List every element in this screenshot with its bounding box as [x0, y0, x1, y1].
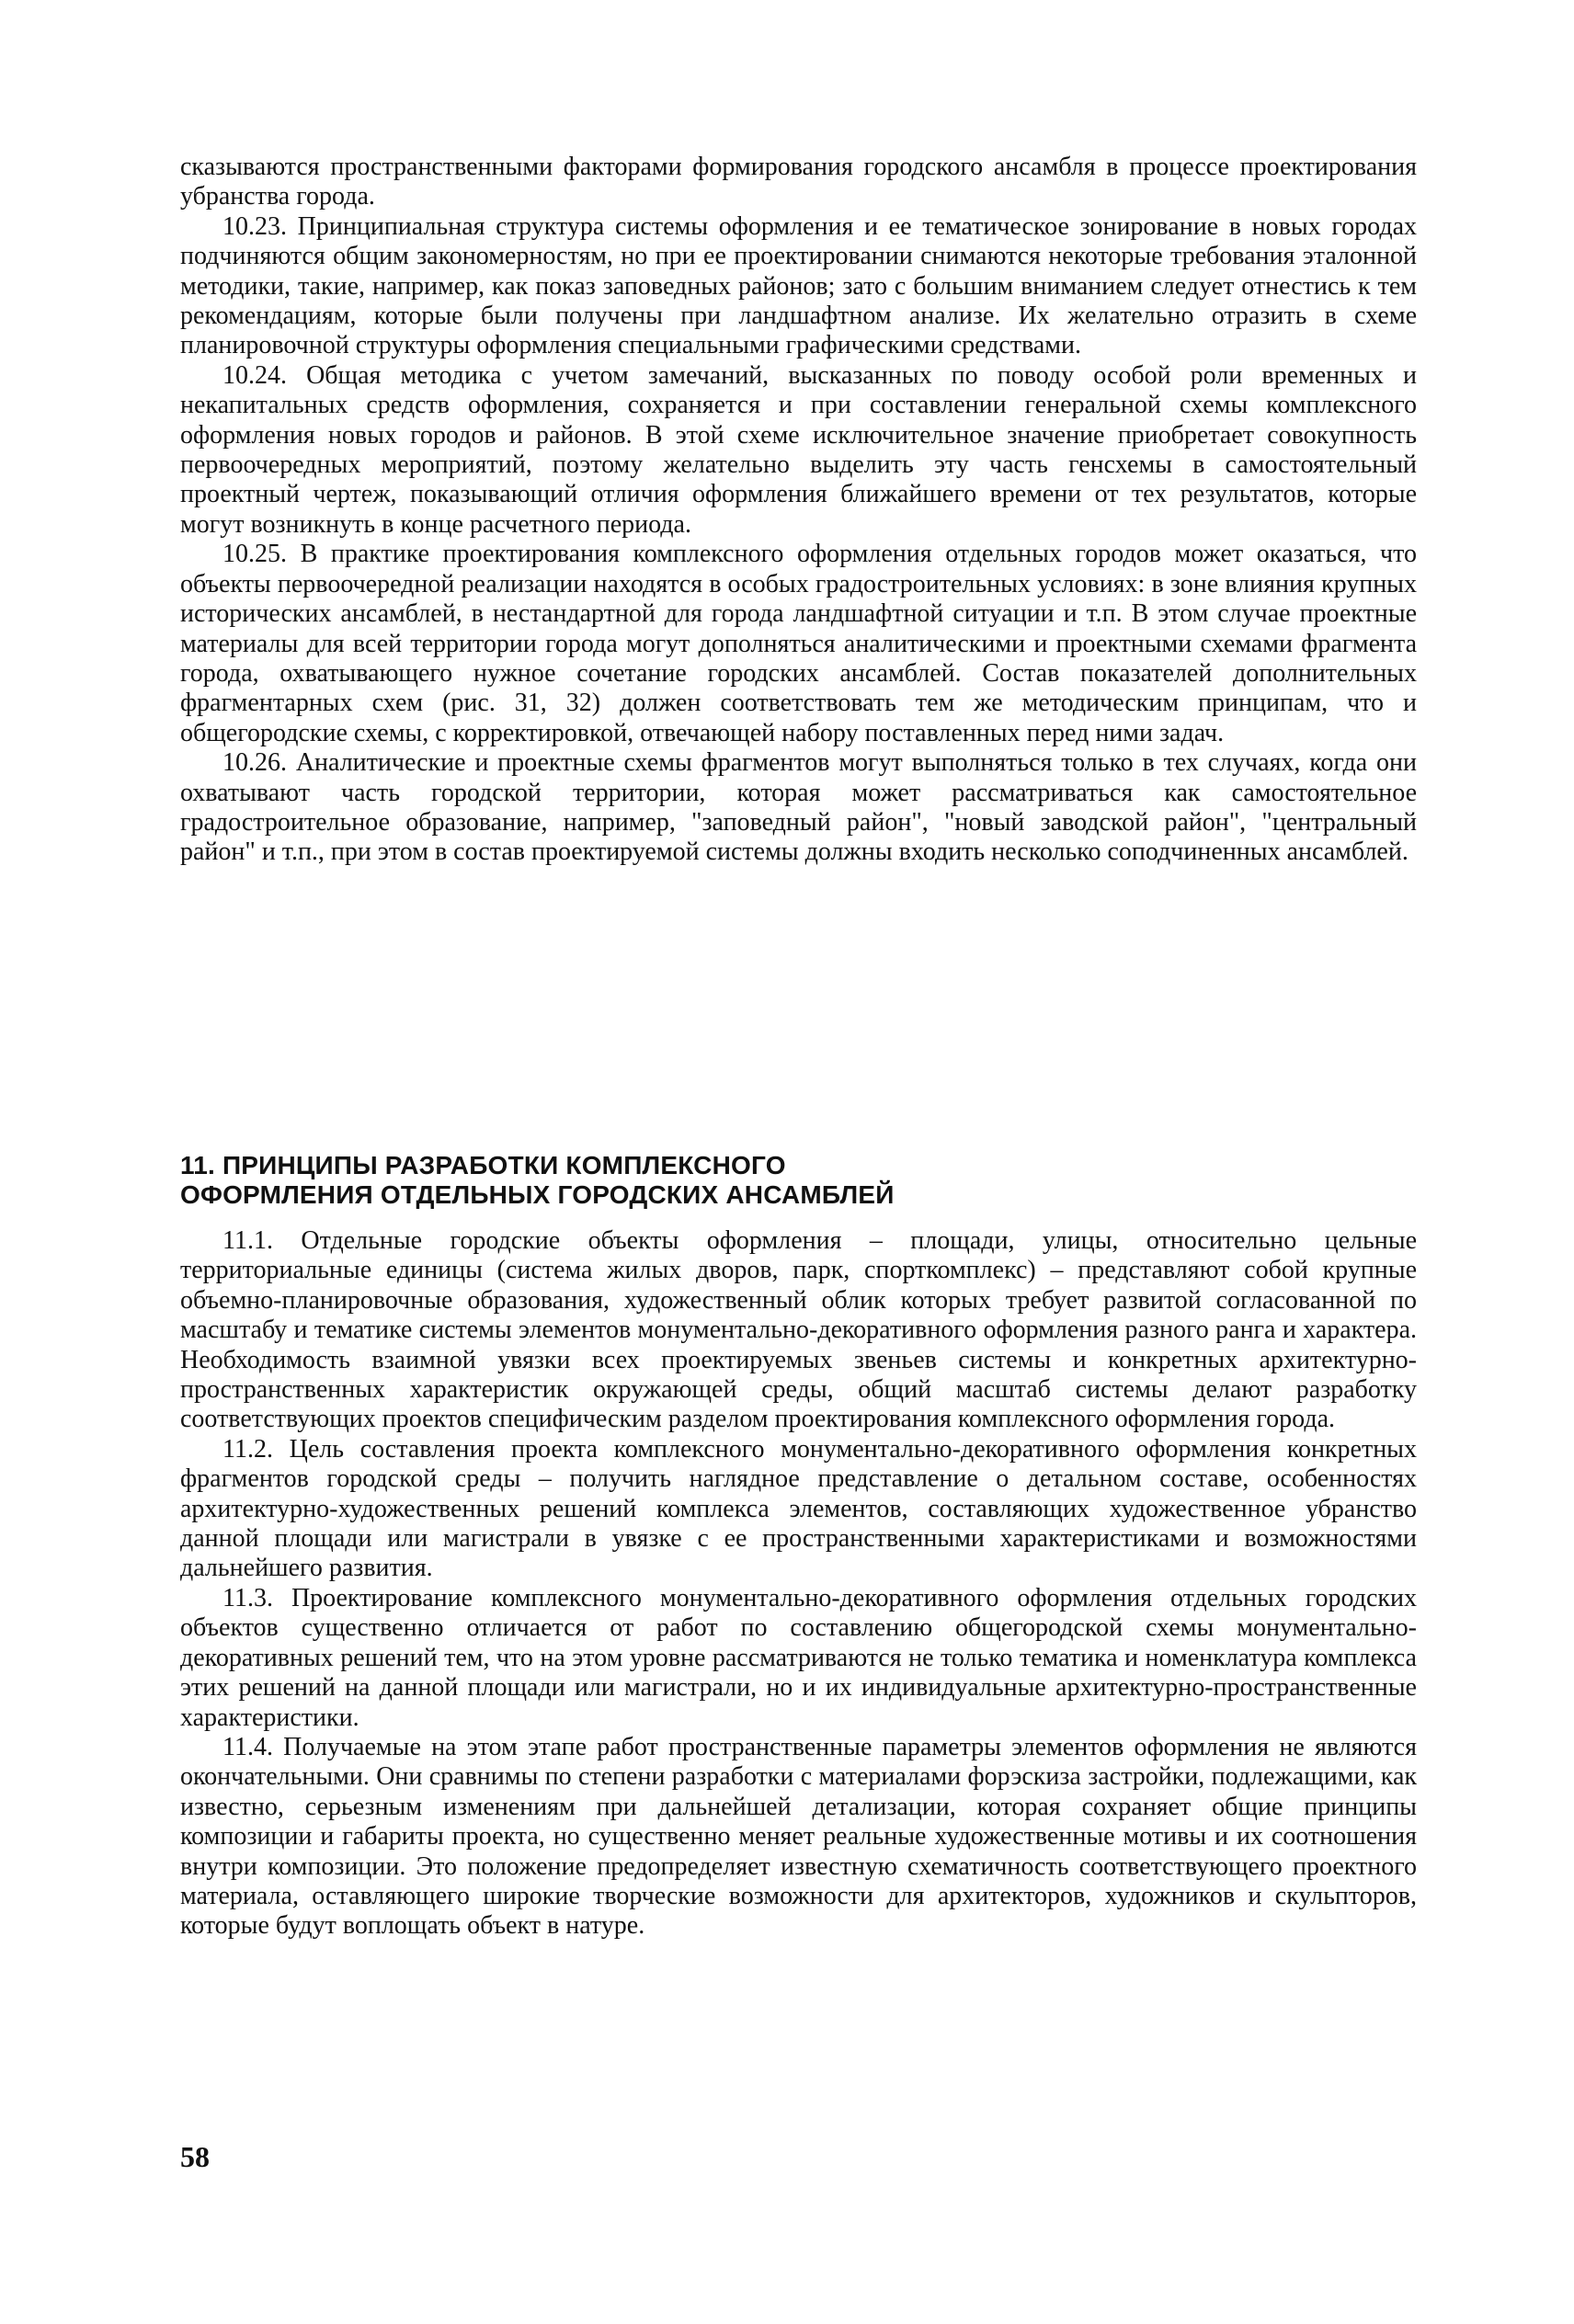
paragraph-11-1: 11.1. Отдельные городские объекты оформления – площади, улицы, относительно цельные территориальные единицы (система жилых дворов, парк, спорткомплекс) – представляют собой крупные объемно-планировочные образования, художественный облик которых требует развитой согласованной по масштабу и тематике системы элементов монументально-декоративного оформления разного ранга и характера. Необходимость взаимной увязки всех проектируемых звеньев системы и конкретных архитектурно-пространственных характеристик окружающей среды, общий масштаб системы делают разработку соответствующих проектов специфическим разделом проектирования комплексного оформления города. [180, 1226, 1417, 1434]
paragraph-11-4: 11.4. Получаемые на этом этапе работ пространственные параметры элементов оформления не являются окончательными. Они сравнимы по степени разработки с материалами форэскиза застройки, подлежащими, как известно, серьезным изменениям при дальнейшей детализации, которая сохраняет общие принципы композиции и габариты проекта, но существенно меняет реальные художественные мотивы и их соотношения внутри композиции. Это положение предопределяет известную схематичность соответствующего проектного материала, оставляющего широкие творческие возможности для архитекторов, художников и скульпторов, которые будут воплощать объект в натуре. [180, 1732, 1417, 1941]
paragraph-10-25: 10.25. В практике проектирования комплексного оформления отдельных городов может оказаться, что объекты первоочередной реализации находятся в особых градостроительных условиях: в зоне влияния крупных исторических ансамблей, в нестандартной для города ландшафтной ситуации и т.п. В этом случае проектные материалы для всей территории города могут дополняться аналитическими и проектными схемами фрагмента города, охватывающего нужное сочетание городских ансамблей. Состав показателей дополнительных фрагментарных схем (рис. 31, 32) должен соответствовать тем же методическим принципам, что и общегородские схемы, с корректировкой, отвечающей набору поставленных перед ними задач. [180, 540, 1417, 747]
paragraph-continuation: сказываются пространственными факторами формирования городского ансамбля в процессе проектирования убранства города. [180, 153, 1417, 211]
section-heading [180, 1151, 1417, 1210]
text-block-section-10 [180, 153, 1417, 868]
paragraph-10-26: 10.26. Аналитические и проектные схемы фрагментов могут выполняться только в тех случаях, когда они охватывают часть городской территории, которая может рассматриваться как самостоятельное градостроительное образование, например, "заповедный район", "новый заводской район", "центральный район" и т.п., при этом в состав проектируемой системы должны входить несколько соподчиненных ансамблей. [180, 748, 1417, 867]
section-heading-line-2: ОФОРМЛЕНИЯ ОТДЕЛЬНЫХ ГОРОДСКИХ АНСАМБЛЕЙ [180, 1180, 895, 1209]
paragraph-10-24: 10.24. Общая методика с учетом замечаний, высказанных по поводу особой роли временных и некапитальных средств оформления, сохраняется и при составлении генеральной схемы комплексного оформления новых городов и районов. В этой схеме исключительное значение приобретает совокупность первоочередных мероприятий, поэтому желательно выделить эту часть генсхемы в самостоятельный проектный чертеж, показывающий отличия оформления ближайшего времени от тех результатов, которые могут возникнуть в конце расчетного периода. [180, 360, 1417, 539]
text-block-section-11 [180, 1226, 1417, 1942]
paragraph-11-2: 11.2. Цель составления проекта комплексного монументально-декоративного оформления конкретных фрагментов городской среды – получить наглядное представление о детальном составе, особенностях архитектурно-художественных решений комплекса элементов, составляющих художественное убранство данной площади или магистрали в увязке с ее пространственными характеристиками и возможностями дальнейшего развития. [180, 1434, 1417, 1583]
page-number: 58 [180, 2140, 210, 2173]
section-heading-line-1: 11. ПРИНЦИПЫ РАЗРАБОТКИ КОМПЛЕКСНОГО [180, 1151, 786, 1179]
paragraph-10-23: 10.23. Принципиальная структура системы оформления и ее тематическое зонирование в новых городах подчиняются общим закономерностям, но при ее проектировании снимаются некоторые требования эталонной методики, такие, например, как показ заповедных районов; зато с большим вниманием следует отнестись к тем рекомендациям, которые были получены при ландшафтном анализе. Их желательно отразить в схеме планировочной структуры оформления специальными графическими средствами. [180, 211, 1417, 360]
paragraph-11-3: 11.3. Проектирование комплексного монументально-декоративного оформления отдельных городских объектов существенно отличается от работ по составлению общегородской схемы монументально-декоративных решений тем, что на этом уровне рассматриваются не только тематика и номенклатура комплекса этих решений на данной площади или магистрали, но и их индивидуальные архитектурно-пространственные характеристики. [180, 1583, 1417, 1732]
